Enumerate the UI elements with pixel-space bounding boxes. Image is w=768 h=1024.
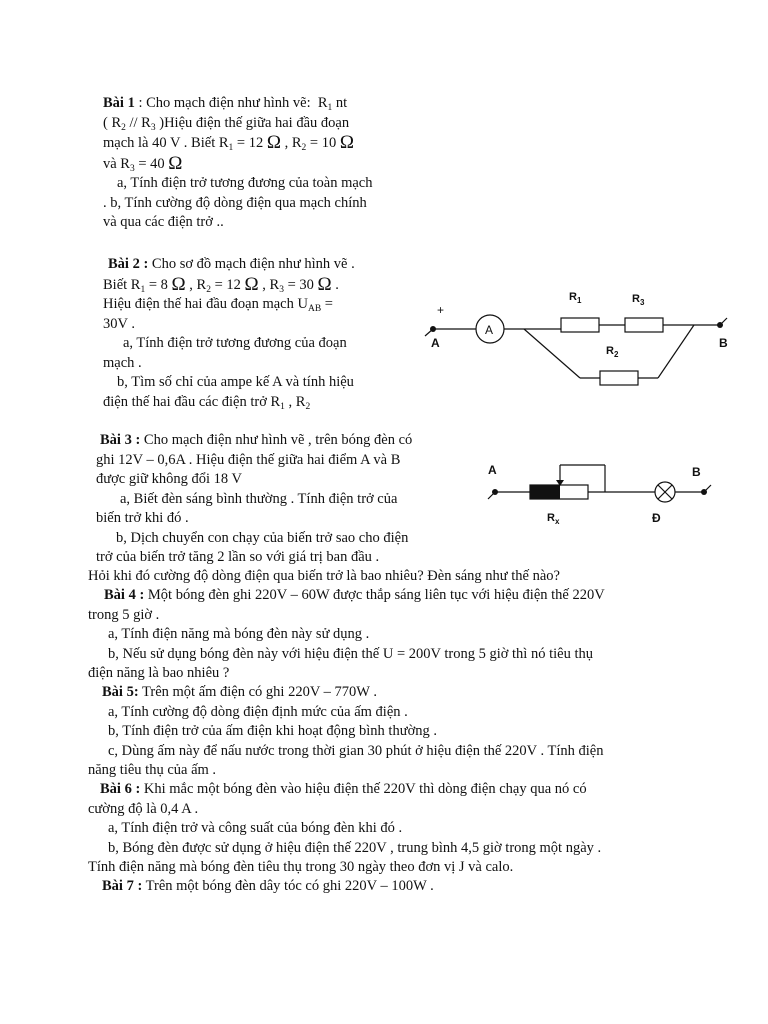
r2-subscript: 2: [613, 350, 619, 359]
problem-2-text: , R: [284, 393, 306, 410]
problem-6-question-a: a, Tính điện trở và công suất của bóng đèn khi đó .: [108, 820, 403, 836]
problem-5-question-c-1: c, Dùng ấm này để nấu nước trong thời gian 30 phút ở hiệu điện thế 220V . Tính điện: [108, 742, 604, 759]
subscript: 1: [280, 401, 285, 412]
problem-3: [96, 431, 461, 568]
problem-2-text: =: [321, 296, 333, 312]
problem-5-question-a: a, Tính cường độ dòng điện định mức của ấm điện .: [108, 703, 408, 720]
node-b-label: B: [719, 336, 728, 350]
r2-letter: R: [606, 345, 614, 357]
wire: [524, 329, 580, 378]
ohm-symbol: Ω: [168, 152, 183, 174]
problem-2-text: Hiệu điện thế hai đầu đoạn mạch U: [103, 296, 308, 312]
problem-1-question-b-1: . b, Tính cường độ dòng điện qua mạch chính: [103, 194, 367, 211]
terminal-a-dot: [492, 489, 498, 495]
problem-1-text: : Cho mạch điện như hình vẽ: R: [134, 95, 328, 111]
resistor-r1: [561, 318, 599, 332]
problem-3-text: Cho mạch điện như hình vẽ , trên bóng đèn có: [140, 432, 413, 448]
problem-3-line-2: ghi 12V – 0,6A . Hiệu điện thế giữa hai điểm A và B: [96, 451, 401, 468]
subscript: 2: [206, 284, 211, 295]
subscript: 2: [301, 143, 307, 153]
problem-1: [103, 94, 406, 233]
problem-4-line-2: trong 5 giờ .: [88, 606, 160, 623]
problem-2-label: Bài 2 :: [108, 256, 149, 272]
problem-7-text: Trên một bóng đèn dây tóc có ghi 220V – 100W .: [142, 878, 434, 894]
problem-1-text: = 40: [134, 155, 169, 172]
r3-subscript: 3: [639, 298, 645, 307]
problem-4: [88, 586, 688, 684]
problem-2-line-1: [103, 255, 390, 275]
plus-sign: +: [437, 303, 445, 317]
problem-1-question-b-2: và qua các điện trở ..: [103, 214, 224, 230]
problem-2: [103, 255, 390, 412]
problem-3-question-a-1: a, Biết đèn sáng bình thường . Tính điện trở của: [120, 490, 398, 507]
node-a-label: A: [431, 336, 440, 350]
problem-1-text: // R: [125, 114, 151, 131]
problem-6-label: Bài 6 :: [100, 781, 141, 797]
wire: [658, 325, 694, 378]
subscript: 3: [129, 163, 135, 174]
problem-1-line-1: [103, 94, 406, 114]
problem-1-line-3: [103, 133, 406, 154]
problem-1-label: Bài 1: [103, 95, 135, 111]
problem-3-line-3: được giữ không đổi 18 V: [96, 471, 242, 487]
r1-subscript: 1: [576, 296, 582, 305]
ohm-symbol: Ω: [171, 273, 186, 295]
problem-2-line-2: [103, 275, 390, 296]
problem-4-question-b-2: điện năng là bao nhiêu ?: [88, 665, 230, 681]
resistor-r3: [625, 318, 663, 332]
subscript: 2: [121, 122, 126, 133]
problem-2-text: Cho sơ đồ mạch điện như hình vẽ .: [148, 256, 355, 272]
problem-1-text: , R: [280, 135, 302, 151]
problem-6-line-1: [88, 780, 688, 800]
node-a-label: A: [488, 463, 497, 477]
subscript: 2: [305, 401, 311, 412]
subscript: 1: [228, 143, 234, 153]
problem-2-question-a-1: a, Tính điện trở tương đương của đoạn: [123, 335, 347, 351]
subscript: 1: [327, 103, 333, 113]
problem-2-text: , R: [185, 276, 207, 293]
problem-2-text: = 30: [283, 276, 318, 293]
problem-2-question-b-2: [103, 393, 390, 413]
subscript: 1: [140, 284, 146, 295]
problem-5-question-c-2: năng tiêu thụ của ấm .: [88, 762, 217, 778]
problem-1-text: và R: [103, 155, 130, 172]
subscript: 3: [150, 122, 156, 133]
ohm-symbol: Ω: [339, 132, 354, 153]
problem-5-question-b: b, Tính điện trở của ấm điện khi hoạt động bình thường .: [108, 723, 437, 739]
problem-7: [88, 877, 688, 897]
problem-7-line-1: [88, 877, 688, 897]
problem-2-text: .: [331, 276, 339, 293]
problem-5: [88, 683, 688, 781]
r2-label: [606, 345, 619, 359]
problem-3-question-b-3: Hỏi khi đó cường độ dòng điện qua biến trở là bao nhiêu? Đèn sáng như thế nào?: [88, 568, 560, 584]
subscript: 3: [279, 284, 284, 295]
problem-1-question-a: a, Tính điện trở tương đương của toàn mạch: [117, 175, 373, 191]
ohm-symbol: Ω: [317, 273, 332, 295]
r3-letter: R: [632, 293, 640, 305]
problem-6: [88, 780, 688, 878]
problem-1-text: = 12: [233, 135, 267, 151]
problem-2-text: , R: [258, 276, 280, 293]
terminal-b-dot: [717, 322, 723, 328]
problem-2-text: = 12: [210, 276, 245, 293]
problem-3-question-a-2: biến trở khi đó .: [96, 510, 189, 526]
problem-2-question-b-1: b, Tìm số chỉ của ampe kế A và tính hiệu: [117, 374, 354, 390]
problem-3-question-b-1: b, Dịch chuyển con chạy của biến trở sao cho điện: [116, 529, 409, 546]
problem-1-text: mạch là 40 V . Biết R: [103, 135, 229, 151]
terminal-a-dot: [430, 326, 436, 332]
problem-4-question-b-1: b, Nếu sử dụng bóng đèn này với hiệu điện thế U = 200V trong 5 giờ thì nó tiêu thụ: [108, 645, 593, 662]
problem-6-question-b-2: Tính điện năng mà bóng đèn tiêu thụ trong 30 ngày theo đơn vị J và calo.: [88, 859, 514, 875]
problem-1-text: ( R: [103, 114, 122, 131]
rx-subscript: x: [554, 517, 560, 526]
problem-4-line-1: [88, 586, 688, 606]
problem-7-label: Bài 7 :: [102, 878, 143, 894]
problem-2-line-3: [103, 295, 390, 315]
subscript: AB: [307, 304, 322, 314]
problem-3-label: Bài 3 :: [100, 432, 141, 448]
circuit-diagram-1: [420, 285, 740, 395]
problem-1-text: nt: [332, 95, 348, 111]
problem-3-line-1: [96, 431, 461, 451]
problem-5-text: Trên một ấm điện có ghi 220V – 770W .: [138, 684, 377, 700]
problem-5-line-1: [88, 683, 688, 703]
problem-1-text: )Hiệu điện thế giữa hai đầu đoạn: [155, 114, 350, 131]
circuit-diagram-2: [480, 455, 720, 530]
problem-2-line-4: 30V .: [103, 315, 135, 332]
ohm-symbol: Ω: [266, 132, 281, 153]
r1-label: [569, 291, 582, 305]
r1-letter: R: [569, 291, 577, 303]
ammeter-label: A: [485, 323, 494, 337]
problem-1-line-2: [103, 114, 406, 134]
problem-6-question-b-1: b, Bóng đèn được sử dụng ở hiệu điện thế 220V , trung bình 4,5 giờ trong một ngày .: [108, 839, 602, 856]
problem-2-text: = 8: [145, 276, 172, 293]
problem-1-line-4: [103, 154, 406, 175]
lamp-label: Đ: [652, 511, 661, 525]
r3-label: [632, 293, 645, 307]
rheostat-dark-part: [530, 485, 560, 499]
problem-4-label: Bài 4 :: [104, 587, 145, 603]
problem-2-text: điện thế hai đầu các điện trở R: [103, 393, 281, 410]
terminal-b-dot: [701, 489, 707, 495]
problem-1-text: = 10: [306, 135, 340, 151]
problem-4-question-a: a, Tính điện năng mà bóng đèn này sử dụng .: [108, 626, 370, 642]
problem-3-question-b-2: trở của biến trở tăng 2 lần so với giá trị ban đầu .: [96, 549, 380, 565]
problem-4-text: Một bóng đèn ghi 220V – 60W được thắp sáng liên tục với hiệu điện thế 220V: [144, 587, 605, 603]
problem-6-text: Khi mắc một bóng đèn vào hiệu điện thế 220V thì dòng điện chạy qua nó có: [140, 781, 587, 797]
problem-6-line-2: cường độ là 0,4 A .: [88, 800, 199, 817]
problem-2-question-a-2: mạch .: [103, 354, 142, 371]
rx-label: [547, 512, 560, 526]
problem-5-label: Bài 5:: [102, 684, 139, 700]
resistor-r2: [600, 371, 638, 385]
ohm-symbol: Ω: [244, 273, 259, 295]
node-b-label: B: [692, 465, 701, 479]
problem-2-text: Biết R: [103, 276, 141, 293]
rx-letter: R: [547, 512, 555, 524]
